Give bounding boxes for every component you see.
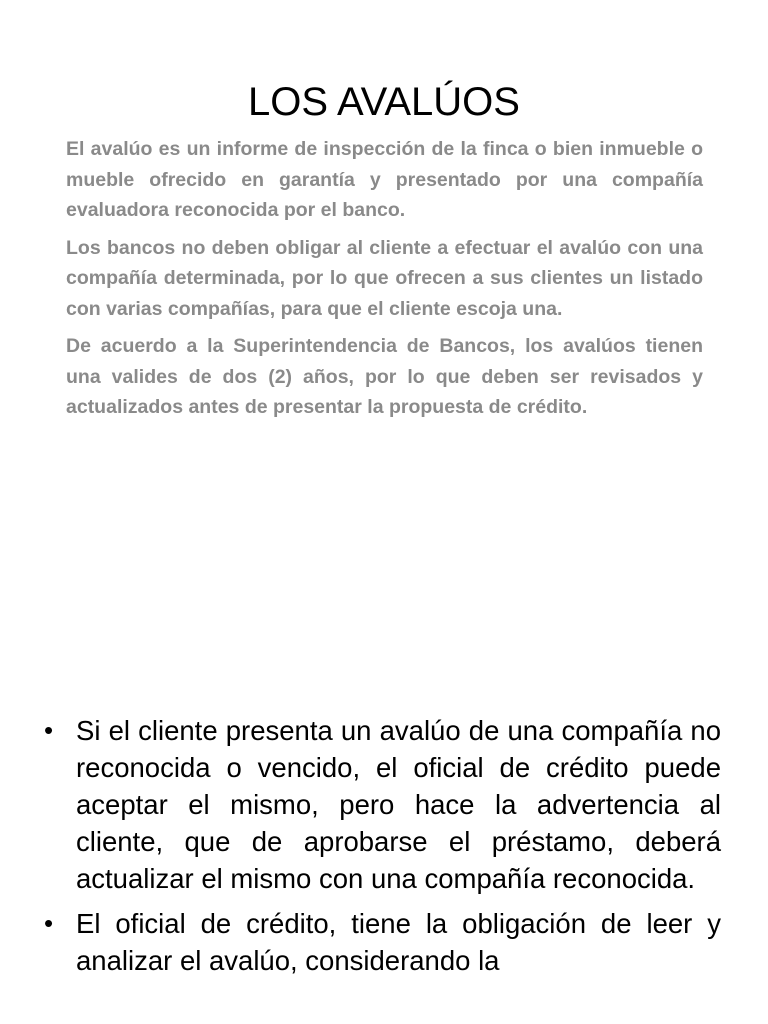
bullet-list (44, 712, 721, 987)
slide-avaluo-bullets (0, 700, 768, 1024)
bullet-item (44, 712, 721, 897)
slide-title: LOS AVALÚOS (248, 80, 520, 124)
paragraph-bank-obligation: Los bancos no deben obligar al cliente a efectuar el avalúo con una compañía determinada, por lo que ofrecen a sus clientes un listado con varias compañías, para que el cliente escoja una. (66, 236, 703, 320)
bullet-item (44, 905, 721, 979)
paragraph-definition: El avalúo es un informe de inspección de la finca o bien inmueble o mueble ofrecido en garantía y presentado por una compañía evaluadora reconocida por el banco. (66, 138, 703, 221)
bullet-icon: • (44, 715, 54, 745)
bullet-text: Si el cliente presenta un avalúo de una compañía no reconocida o vencido, el oficial de crédito puede aceptar el mismo, pero hace la advertencia al cliente, que de aprobarse el préstamo, deberá actualizar el mismo con una compañía reconocida. (76, 715, 721, 894)
slide-body (66, 134, 703, 430)
paragraph-validity: De acuerdo a la Superintendencia de Bancos, los avalúos tienen una valides de dos (2) años, por lo que deben ser revisados y actualizados antes de presentar la propuesta de crédito. (66, 335, 703, 418)
bullet-text: El oficial de crédito, tiene la obligación de leer y analizar el avalúo, considerando la (76, 908, 721, 976)
bullet-icon: • (44, 908, 54, 938)
